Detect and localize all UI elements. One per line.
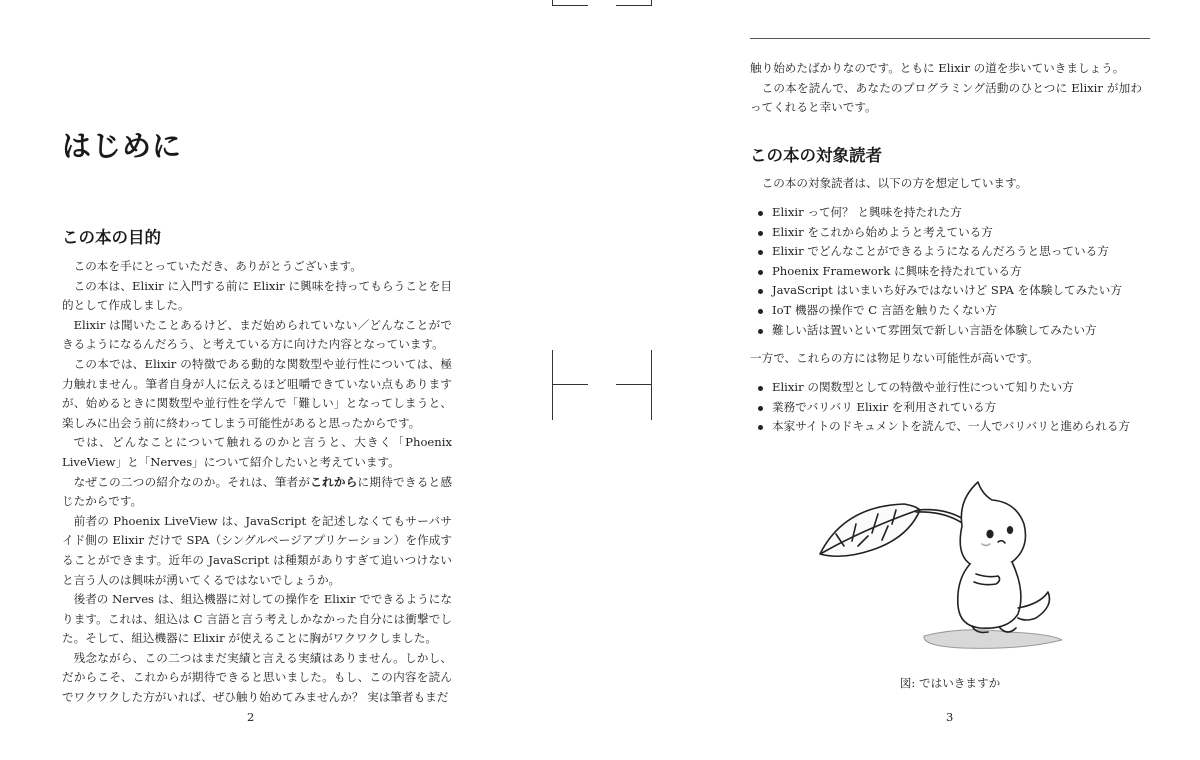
- list-item: [750, 398, 1142, 418]
- list-item: [750, 242, 1142, 262]
- bullet-icon: [758, 425, 763, 430]
- list-item-text: JavaScript はいまいち好みではないけど SPA を体験してみたい方: [772, 283, 1122, 298]
- list-item-text: IoT 機器の操作で C 言語を触りたくない方: [772, 302, 997, 317]
- list-item: [750, 301, 1142, 321]
- paragraph: 残念ながら、この二つはまだ実績と言える実績はありません。しかし、だからこそ、これからが期待できると思いました。もし、この内容を読んでワクワクした方がいれば、ぜひ触り始めてみませんか？ 実は筆者もまだ: [62, 650, 452, 705]
- bullet-icon: [758, 270, 763, 275]
- list-item-text: Elixir をこれから始めようと考えている方: [772, 224, 993, 239]
- bullet-icon: [758, 231, 763, 236]
- section-title-audience: この本の対象読者: [750, 146, 882, 165]
- bullet-icon: [758, 406, 763, 411]
- paragraph: Elixir は聞いたことあるけど、まだ始められていない／どんなことができるようになるんだろう、と考えている方に向けた内容となっています。: [62, 317, 452, 352]
- chapter-title: はじめに: [62, 129, 183, 163]
- paragraph: この本は、Elixir に入門する前に Elixir に興味を持ってもらうことを目的として作成しました。: [62, 278, 452, 313]
- list-item-text: Elixir でどんなことができるようになるんだろうと思っている方: [772, 244, 1109, 259]
- right-page: [600, 0, 1200, 760]
- page-number: 3: [946, 710, 954, 724]
- bullet-icon: [758, 211, 763, 216]
- nontarget-reader-list: [750, 378, 1142, 437]
- list-item-text: Elixir の関数型としての特徴や並行性について知りたい方: [772, 380, 1074, 394]
- continued-body: [750, 59, 1142, 118]
- list-item-text: 業務でバリバリ Elixir を利用されている方: [772, 399, 997, 414]
- figure-caption: 図: ではいきますか: [899, 676, 1001, 690]
- paragraph: 触り始めたばかりなのです。ともに Elixir の道を歩いていきましょう。: [750, 61, 1125, 75]
- list-item: [750, 417, 1142, 437]
- paragraph: この本を手にとっていただき、ありがとうございます。: [73, 259, 362, 273]
- bullet-icon: [758, 386, 763, 391]
- paragraph: この本を読んで、あなたのプログラミング活動のひとつに Elixir が加わってくれると幸いです。: [750, 80, 1142, 115]
- bullet-icon: [758, 250, 763, 255]
- list-item: [750, 262, 1142, 282]
- paragraph: 後者の Nerves は、組込機器に対しての操作を Elixir でできるようになります。これは、組込は C 言語と言う考えしかなかった自分には衝撃でした。そして、組込機器に Elixir が使えることに胸がワクワクしました。: [62, 592, 452, 646]
- list-item: [750, 281, 1142, 301]
- paragraph: 前者の Phoenix LiveView は、JavaScript を記述しなくてもサーバサイド側の Elixir だけで SPA（シングルページアプリケーション）を作成することができます。近年の JavaScript は種類がありすぎて追いつけないと言う人のは興味が湧いてくるではないでしょうか。: [62, 513, 452, 587]
- purpose-body: [62, 257, 452, 708]
- bullet-icon: [758, 289, 763, 294]
- page-number: 2: [247, 710, 255, 724]
- audience-intro: [750, 174, 1142, 194]
- leaf-creature-illustration: [812, 476, 1088, 656]
- section-title-purpose: この本の目的: [62, 228, 161, 247]
- list-item-text: Phoenix Framework に興味を持たれている方: [772, 263, 1022, 278]
- list-item: [750, 203, 1142, 223]
- contrast-text: [750, 349, 1142, 369]
- paragraph-text: に期待できると感じたからです。: [62, 474, 452, 509]
- list-item-text: Elixir って何？ と興味を持たれた方: [772, 205, 962, 219]
- paragraph-text: なぜこの二つの紹介なのか。それは、筆者が: [73, 474, 311, 489]
- list-item: [750, 321, 1142, 341]
- emphasis-text: これから: [310, 474, 358, 489]
- paragraph: この本では、Elixir の特徴である動的な関数型や並行性については、極力触れません。筆者自身が人に伝えるほど咀嚼できていない点もありますが、始めるときに関数型や並行性を学んで「難しい」となってしまうと、楽しみに出会う前に終わってしまう可能性があると思ったからです。: [62, 356, 452, 430]
- target-reader-list: [750, 203, 1142, 340]
- paragraph: [62, 473, 452, 512]
- list-item: [750, 378, 1142, 398]
- paragraph: この本の対象読者は、以下の方を想定しています。: [761, 176, 1028, 190]
- header-rule: [750, 38, 1150, 39]
- bullet-icon: [758, 329, 763, 334]
- paragraph: では、どんなことについて触れるのかと言うと、大きく「Phoenix LiveView」と「Nerves」について紹介したいと考えています。: [62, 435, 452, 469]
- paragraph: 一方で、これらの方には物足りない可能性が高いです。: [750, 351, 1039, 365]
- list-item: [750, 223, 1142, 243]
- list-item-text: 本家サイトのドキュメントを読んで、一人でバリバリと進められる方: [772, 419, 1131, 434]
- bullet-icon: [758, 309, 763, 314]
- list-item-text: 難しい話は置いといて雰囲気で新しい言語を体験してみたい方: [772, 322, 1097, 337]
